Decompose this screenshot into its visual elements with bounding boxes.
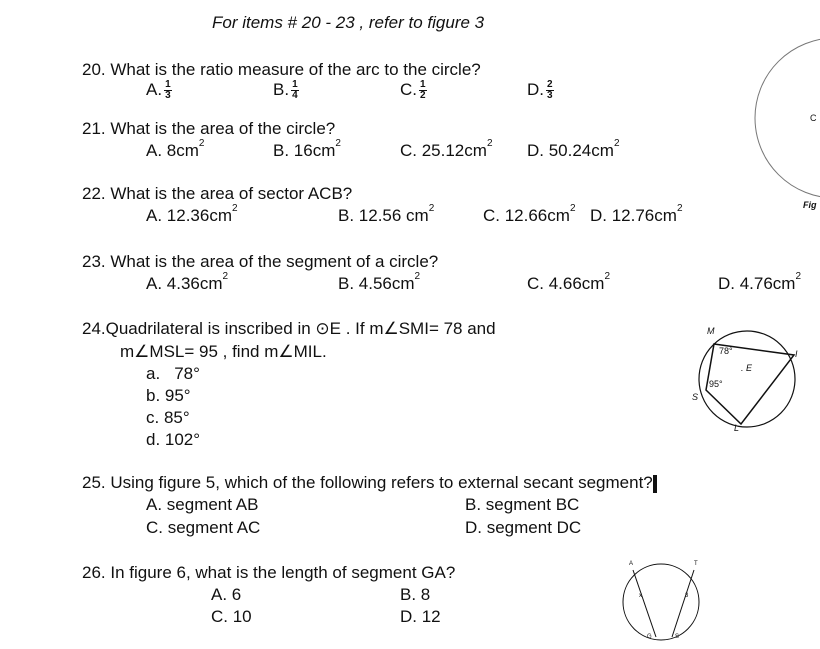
q25-option-c: C. segment AC bbox=[146, 518, 261, 537]
question-23: 23. What is the area of the segment of a circle? bbox=[82, 252, 439, 271]
q23-option-d: D. $4.76cm^2$ bbox=[718, 271, 802, 293]
q22-option-c: C. $12.66cm^2$ bbox=[483, 203, 576, 225]
q25-option-d: D. segment DC bbox=[465, 518, 582, 537]
q26-option-c: C. 10 bbox=[211, 607, 252, 626]
question-20: 20. What is the ratio measure of the arc to the circle? bbox=[82, 60, 481, 79]
q20-option-c: C. $\frac{1}{2}$ bbox=[400, 79, 426, 102]
secant-st bbox=[672, 570, 694, 637]
angle-s-label: 95° bbox=[709, 379, 723, 389]
q21-option-d: D. $50.24cm^2$ bbox=[527, 138, 620, 160]
q22-option-a: A. $12.36cm^2$ bbox=[146, 203, 238, 225]
q26-option-a: A. 6 bbox=[211, 585, 242, 604]
question-25: 25. Using figure 5, which of the following refers to external secant segment? bbox=[82, 473, 657, 493]
figure-6-label-a: A bbox=[629, 561, 634, 567]
page-title: For items # 20 - 23 , refer to figure 3 bbox=[212, 13, 485, 32]
question-24-line2: m∠MSL= 95 , find m∠MIL. bbox=[120, 342, 327, 361]
q20-option-b: B. $\frac{1}{4}$ bbox=[273, 79, 298, 102]
q24-option-b: b. 95° bbox=[146, 386, 191, 405]
q22-option-b: B. 12.56 $cm^2$ bbox=[338, 203, 435, 225]
figure-3-caption: Fig bbox=[803, 200, 817, 210]
q25-option-a: A. segment AB bbox=[146, 495, 259, 514]
q24-option-c: c. 85° bbox=[146, 408, 190, 427]
q26-option-b: B. 8 bbox=[400, 585, 431, 604]
q21-option-a: A. $8cm^2$ bbox=[146, 138, 205, 160]
q23-option-b: B. $4.56cm^2$ bbox=[338, 271, 421, 293]
q23-option-c: C. $4.66cm^2$ bbox=[527, 271, 611, 293]
figure-6-label-x: x bbox=[639, 593, 642, 599]
q20-option-a: A. $\frac{1}{3}$ bbox=[146, 79, 171, 102]
q23-option-a: A. $4.36cm^2$ bbox=[146, 271, 229, 293]
angle-m-label: 78° bbox=[719, 346, 733, 356]
question-24-line1: 24.Quadrilateral is inscribed in ⊙E . If m∠SMI= 78 and bbox=[82, 319, 496, 338]
vertex-i-label: I bbox=[795, 349, 798, 359]
center-e-label: . E bbox=[741, 363, 753, 373]
q21-option-c: C. $25.12cm^2$ bbox=[400, 138, 493, 160]
q25-option-b: B. segment BC bbox=[465, 495, 580, 514]
q20-option-d: D. $\frac{2}{3}$ bbox=[527, 79, 553, 102]
secant-ga bbox=[633, 570, 656, 637]
figure-3-label-c: C bbox=[810, 113, 817, 123]
q21-option-b: B. $16cm^2$ bbox=[273, 138, 341, 160]
vertex-s-label: S bbox=[692, 392, 699, 402]
figure-6-label-g: G bbox=[647, 634, 652, 640]
q26-option-d: D. 12 bbox=[400, 607, 441, 626]
question-26: 26. In figure 6, what is the length of segment GA? bbox=[82, 563, 456, 582]
vertex-l-label: L bbox=[734, 423, 740, 433]
q24-option-a: a. 78° bbox=[146, 364, 200, 383]
q22-option-d: D. $12.76cm^2$ bbox=[590, 203, 683, 225]
figure-6-label-3: 3 bbox=[685, 593, 689, 599]
q24-option-d: d. 102° bbox=[146, 430, 201, 449]
figure-6-label-s: S bbox=[675, 634, 680, 640]
vertex-m-label: M bbox=[707, 326, 715, 336]
question-21: 21. What is the area of the circle? bbox=[82, 119, 336, 138]
figure-6-label-t: T bbox=[694, 561, 698, 567]
question-22: 22. What is the area of sector ACB? bbox=[82, 184, 353, 203]
